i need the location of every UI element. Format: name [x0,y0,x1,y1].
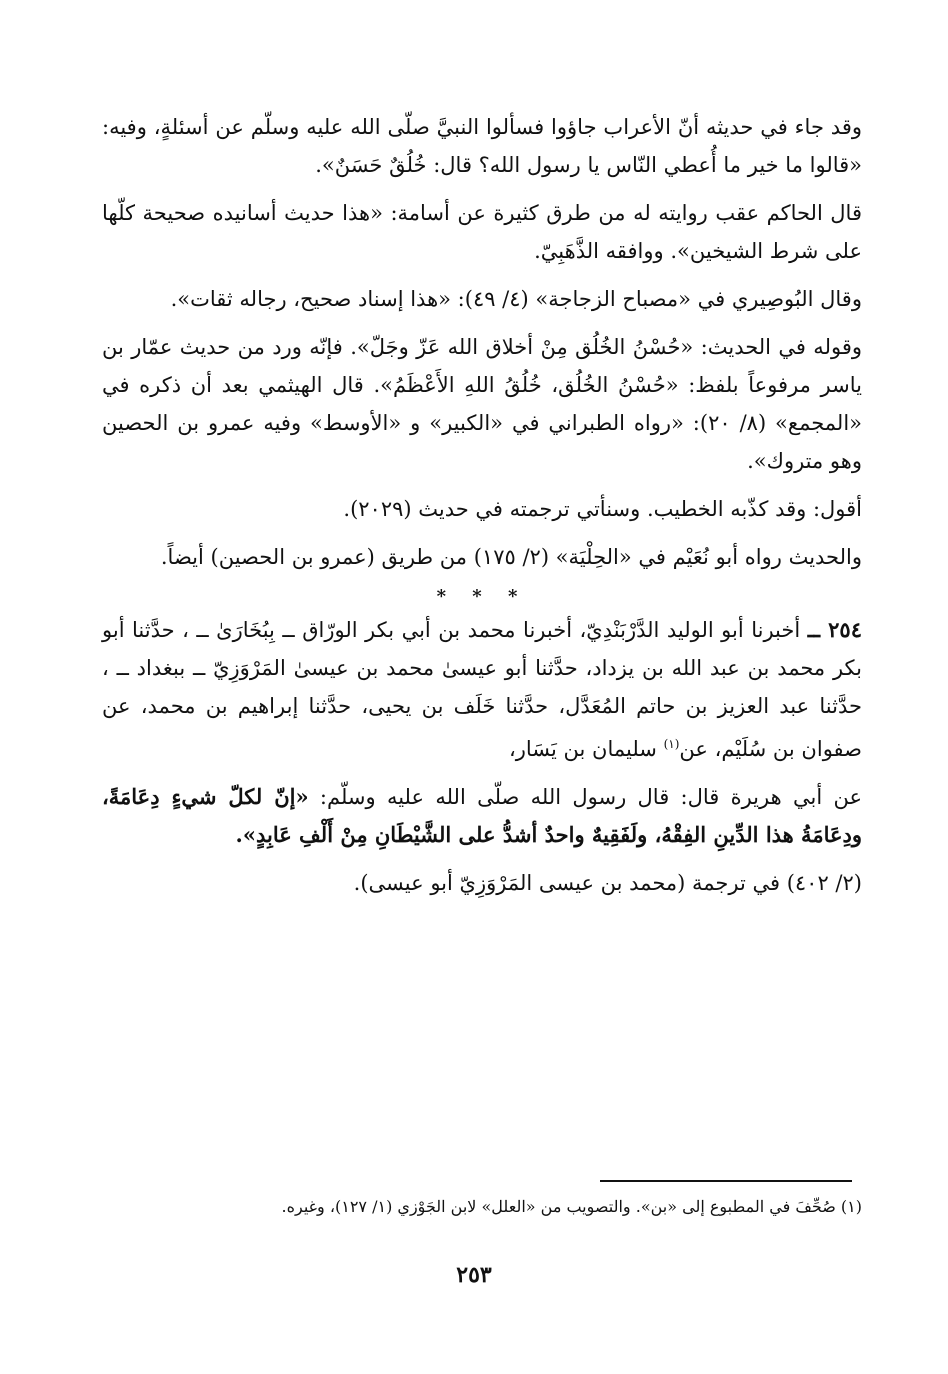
page-body [102,108,862,912]
isnad-text: أخبرنا أبو الوليد الدَّرْبَنْدِيّ، أخبرنا محمد بن أبي بكر الورّاق ــ بِبُخَارَىٰ ــ ، حدَّثنا أبو بكر محمد بن عبد الله بن يزداد، حدَّثنا أبو عيسىٰ محمد بن عيسىٰ المَرْوَزِيّ ــ ببغداد ــ ، حدَّثنا عبد العزيز بن حاتم المُعَدَّل، حدَّثنا خَلَف بن يحيى، حدَّثنا إبراهيم بن محمد، عن صفوان بن سُلَيْم، عن [102,618,862,761]
section-separator: * * * [436,586,528,607]
footnote: (١) صُحِّفَ في المطبوع إلى «بن». والتصويب من «العلل» لابن الجَوْزي (١/ ١٢٧)، وغيره. [281,1197,862,1216]
isnad-text-end: سليمان بن يَسَار، [508,737,657,761]
matn-text: «إنّ لكلّ شيءٍ دِعَامَةً، ودِعَامَةُ هذا الدِّينِ الفِقْهُ، ولَفَقِيهٌ واحدٌ أشدُّ على الشَّيْطَانِ مِنْ أَلْفِ عَابِدٍ». [102,784,862,847]
footnote-divider [600,1180,852,1182]
paragraph-4: وقوله في الحديث: «حُسْنُ الخُلُق مِنْ أخلاق الله عَزّ وجَلّ». فإنّه ورد من حديث عمّار بن ياسر مرفوعاً بلفظ: «حُسْنُ الخُلُق، خُلُقُ اللهِ الأَعْظَمُ». قال الهيثمي بعد أن ذكره في «المجمع» (٨/ ٢٠): «رواه الطبراني في «الكبير» و «الأوسط» وفيه عمرو بن الحصين وهو متروك». [102,335,863,473]
hadith-matn [102,778,862,854]
hadith-reference: (٢/ ٤٠٢) في ترجمة (محمد بن عيسى المَرْوَزِيّ أبو عيسى). [353,871,862,895]
hadith-number: ٢٥٤ ــ [807,617,862,642]
paragraph-5: أقول: وقد كذّبه الخطيب. وسنأتي ترجمته في حديث (٢٠٢٩). [343,497,862,521]
paragraph-1: وقد جاء في حديثه أنّ الأعراب جاؤوا فسألوا النبيَّ صلّى الله عليه وسلّم عن أسئلةٍ، وفيه: «قالوا ما خير ما أُعطي النّاس يا رسول الله؟ قال: خُلُقٌ حَسَنٌ». [102,115,862,177]
footnote-marker: (١) [663,737,680,751]
hadith-isnad [102,611,862,768]
paragraph-6: والحديث رواه أبو نُعَيْم في «الحِلْيَة» (٢/ ١٧٥) من طريق (عمرو بن الحصين) أيضاً. [160,545,862,569]
paragraph-2: قال الحاكم عقب روايته له من طرق كثيرة عن أسامة: «هذا حديث أسانيده صحيحة كلّها على شرط الشيخين». ووافقه الذَّهَبِيّ. [102,201,862,263]
page-number: ٢٥٣ [456,1262,492,1288]
matn-intro: عن أبي هريرة قال: قال رسول الله صلّى الله عليه وسلّم: [319,785,862,809]
paragraph-3: وقال البُوصِيري في «مصباح الزجاجة» (٤/ ٤٩): «هذا إسناد صحيح، رجاله ثقات». [170,287,862,311]
